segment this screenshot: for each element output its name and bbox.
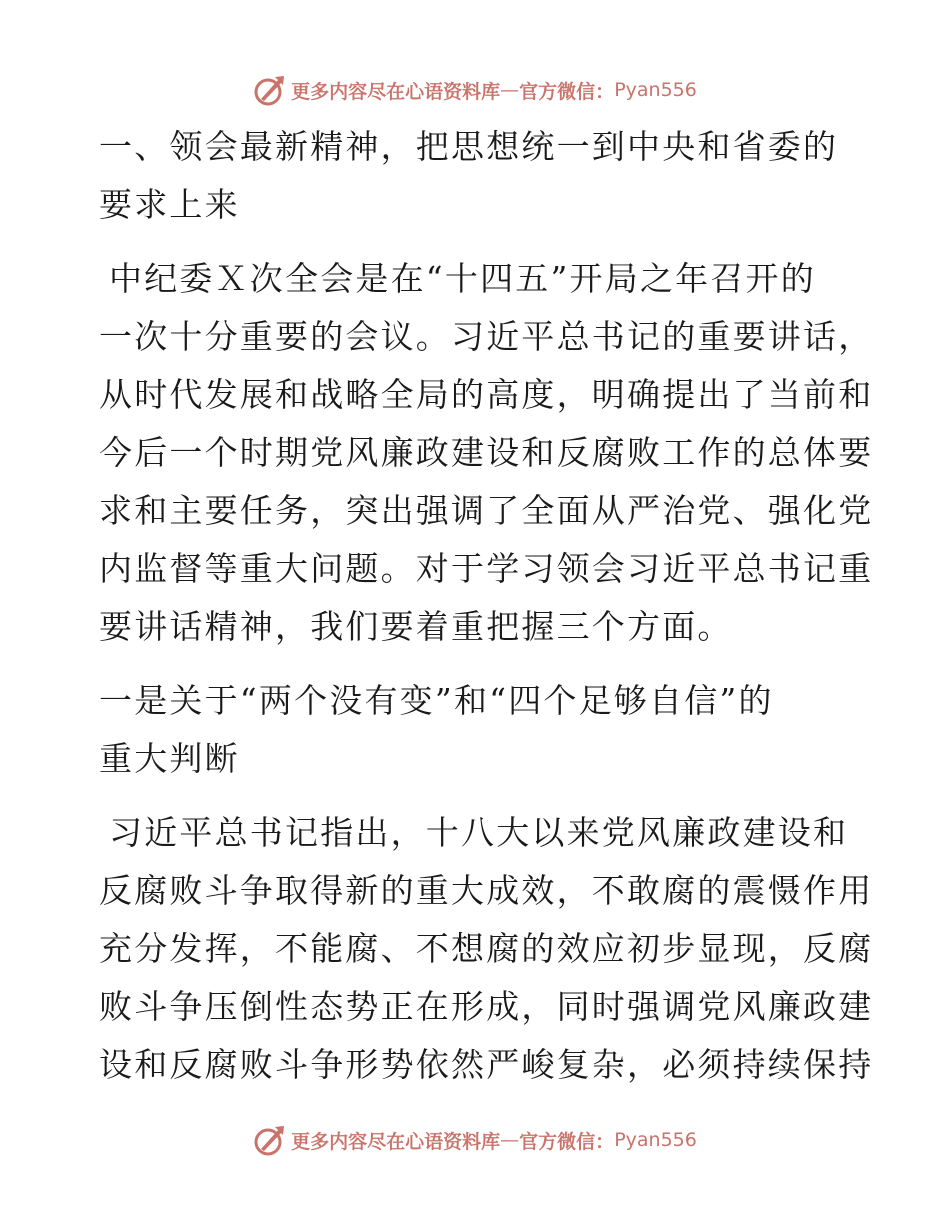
paragraph-line: 今后一个时期党风廉政建设和反腐败工作的总体要 [99, 433, 874, 472]
paragraph-line: 败斗争压倒性态势正在形成，同时强调党风廉政建 [99, 987, 874, 1026]
watermark-dash: — [500, 1129, 520, 1151]
bottom-watermark [0, 1120, 950, 1160]
paragraph-line: 一次十分重要的会议。习近平总书记的重要讲话， [99, 317, 874, 356]
paragraph-line: 要讲话精神，我们要着重把握三个方面。 [99, 607, 733, 646]
watermark-brand: 更多内容尽在心语资料库 [291, 1130, 501, 1153]
top-watermark [0, 70, 950, 110]
watermark-wechat-id: Pyan556 [614, 79, 697, 101]
subheading-line: 重大判断 [99, 739, 240, 778]
paragraph-line: 习近平总书记指出，十八大以来党风廉政建设和 [109, 813, 849, 852]
watermark-wechat-id: Pyan556 [614, 1129, 697, 1151]
watermark-sub: 官方微信： [519, 80, 615, 103]
watermark-dash: — [500, 79, 520, 101]
paragraph-line: 中纪委Ｘ次全会是在“十四五”开局之年召开的 [109, 259, 816, 298]
subheading-line: 一是关于“两个没有变”和“四个足够自信”的 [99, 681, 774, 720]
heading-line: 要求上来 [99, 185, 240, 224]
watermark-sub: 官方微信： [519, 1130, 615, 1153]
paragraph-line: 反腐败斗争取得新的重大成效，不敢腐的震慑作用 [99, 871, 874, 910]
paragraph-line: 充分发挥，不能腐、不想腐的效应初步显现，反腐 [99, 929, 874, 968]
paragraph-line: 设和反腐败斗争形势依然严峻复杂，必须持续保持 [99, 1045, 874, 1084]
document-body [99, 118, 874, 1094]
heading-line: 一、领会最新精神，把思想统一到中央和省委的 [99, 127, 839, 166]
paragraph-line: 从时代发展和战略全局的高度，明确提出了当前和 [99, 375, 874, 414]
quill-pen-logo-icon [253, 73, 287, 107]
watermark-brand: 更多内容尽在心语资料库 [291, 80, 501, 103]
quill-pen-logo-icon [253, 1123, 287, 1157]
paragraph-line: 求和主要任务，突出强调了全面从严治党、强化党 [99, 491, 874, 530]
paragraph-line: 内监督等重大问题。对于学习领会习近平总书记重 [99, 549, 874, 588]
